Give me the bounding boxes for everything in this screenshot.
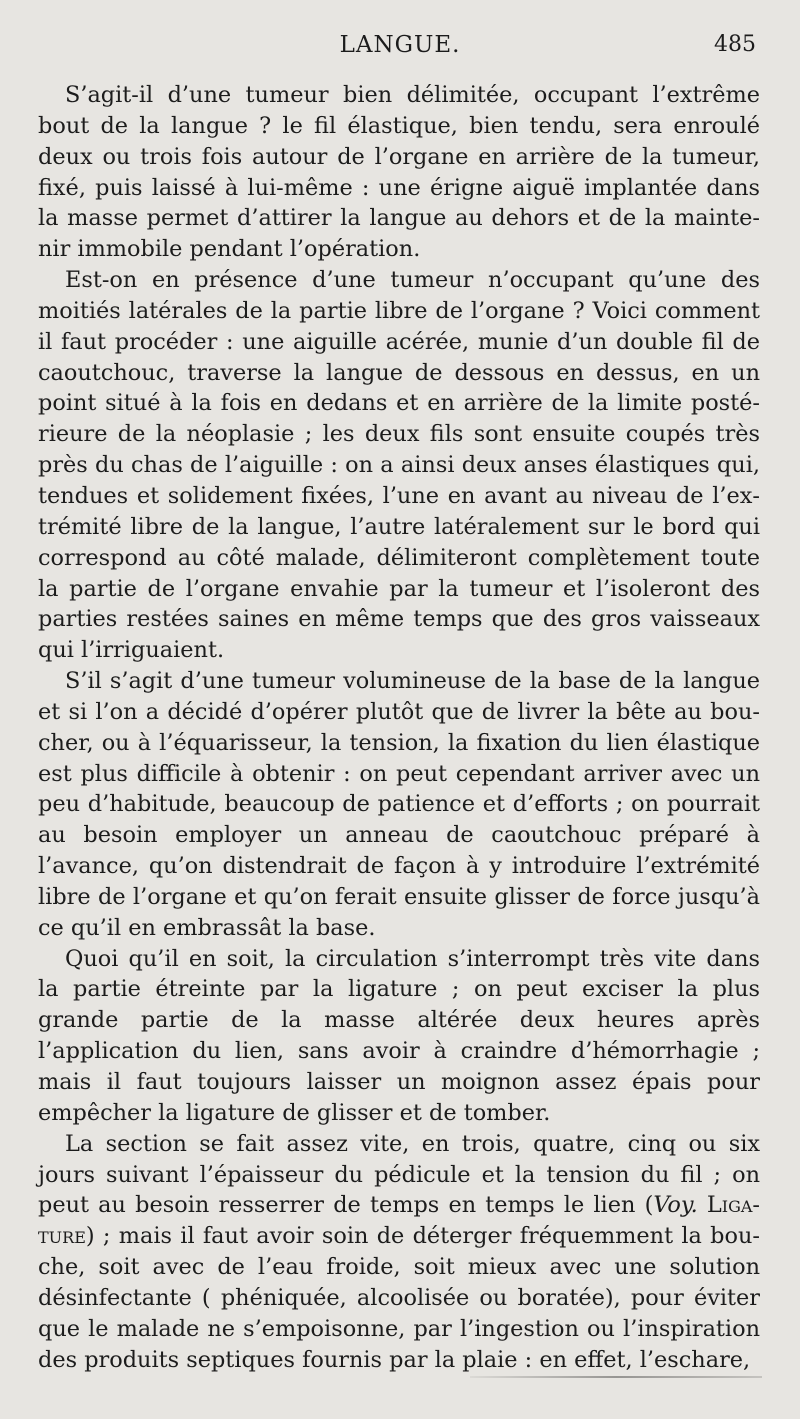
paragraph-circulation: Quoi qu’il en soit, la circulation s’interrompt très vite dans la partie étreinte par la ligature ; on peut exciser la plus grande partie de la masse altérée deux heures après l’application du lien, sans avoir à craindre d’hémorrhagie ; mais il faut toujours laisser un moignon assez épais pour empêcher la ligature de glisser et de tomber. <box>38 945 760 1126</box>
footer-rule <box>470 1376 762 1378</box>
page-number: 485 <box>714 32 756 57</box>
cross-reference-voy: Voy. <box>653 1192 698 1219</box>
section-text-end: ) ; mais il faut avoir soin de déterger fréquemment la bouche, soit avec de l’eau froide, soit mieux avec une solution désinfectante ( phéniquée, alcoolisée ou boratée), pour éviter que le malade ne s’empoisonne, par l’ingestion ou l’inspiration des produits septiques fournis par la plaie : en effet, l’eschare, <box>38 1223 760 1373</box>
paragraph-tumeur-bout: S’agit-il d’une tumeur bien délimitée, occupant l’extrême bout de la langue ? le fil élastique, bien tendu, sera enroulé deux ou trois fois autour de l’organe en arrière de la tumeur, fixé, puis laissé à lui-même : une érigne aiguë implantée dans la masse permet d’attirer la langue au dehors et de la maintenir immobile pendant l’opération. <box>38 82 760 263</box>
paragraph-base-langue: S’il s’agit d’une tumeur volumineuse de la base de la langue et si l’on a décidé d’opérer plutôt que de livrer la bête au boucher, ou à l’équarisseur, la tension, la fixation du lien élastique est plus difficile à obtenir : on peut cependant arriver avec un peu d’habitude, beaucoup de patience et d’efforts ; on pourrait au besoin employer un anneau de caoutchouc préparé à l’avance, qu’on distendrait de façon à y introduire l’extrémité libre de l’organe et qu’on ferait ensuite glisser de force jusqu’à ce qu’il en embrassât la base. <box>38 668 760 941</box>
running-title: LANGUE. <box>339 32 461 58</box>
paragraph-section <box>38 1129 760 1376</box>
running-head <box>0 32 800 62</box>
cross-reference-ligature: Ligature <box>38 1192 760 1250</box>
paragraph-moitie-laterale: Est-on en présence d’une tumeur n’occupant qu’une des moitiés latérales de la partie libre de l’organe ? Voici comment il faut procéder : une aiguille acérée, munie d’un double fil de caoutchouc, traverse la langue de dessous en dessus, en un point situé à la fois en dedans et en arrière de la limite postérieure de la néoplasie ; les deux fils sont ensuite coupés très près du chas de l’aiguille : on a ainsi deux anses élastiques qui, tendues et solidement fixées, l’une en avant au niveau de l’extrémité libre de la langue, l’autre latéralement sur le bord qui correspond au côté malade, délimiteront complètement toute la partie de l’organe envahie par la tumeur et l’isoleront des parties restées saines en même temps que des gros vaisseaux qui l’irriguaient. <box>38 267 760 664</box>
body-text <box>38 80 760 1375</box>
section-text-start: La section se fait assez vite, en trois, quatre, cinq ou six jours suivant l’épaisseur du pédicule et la tension du fil ; on peut au besoin resserrer de temps en temps le lien ( <box>38 1130 760 1219</box>
